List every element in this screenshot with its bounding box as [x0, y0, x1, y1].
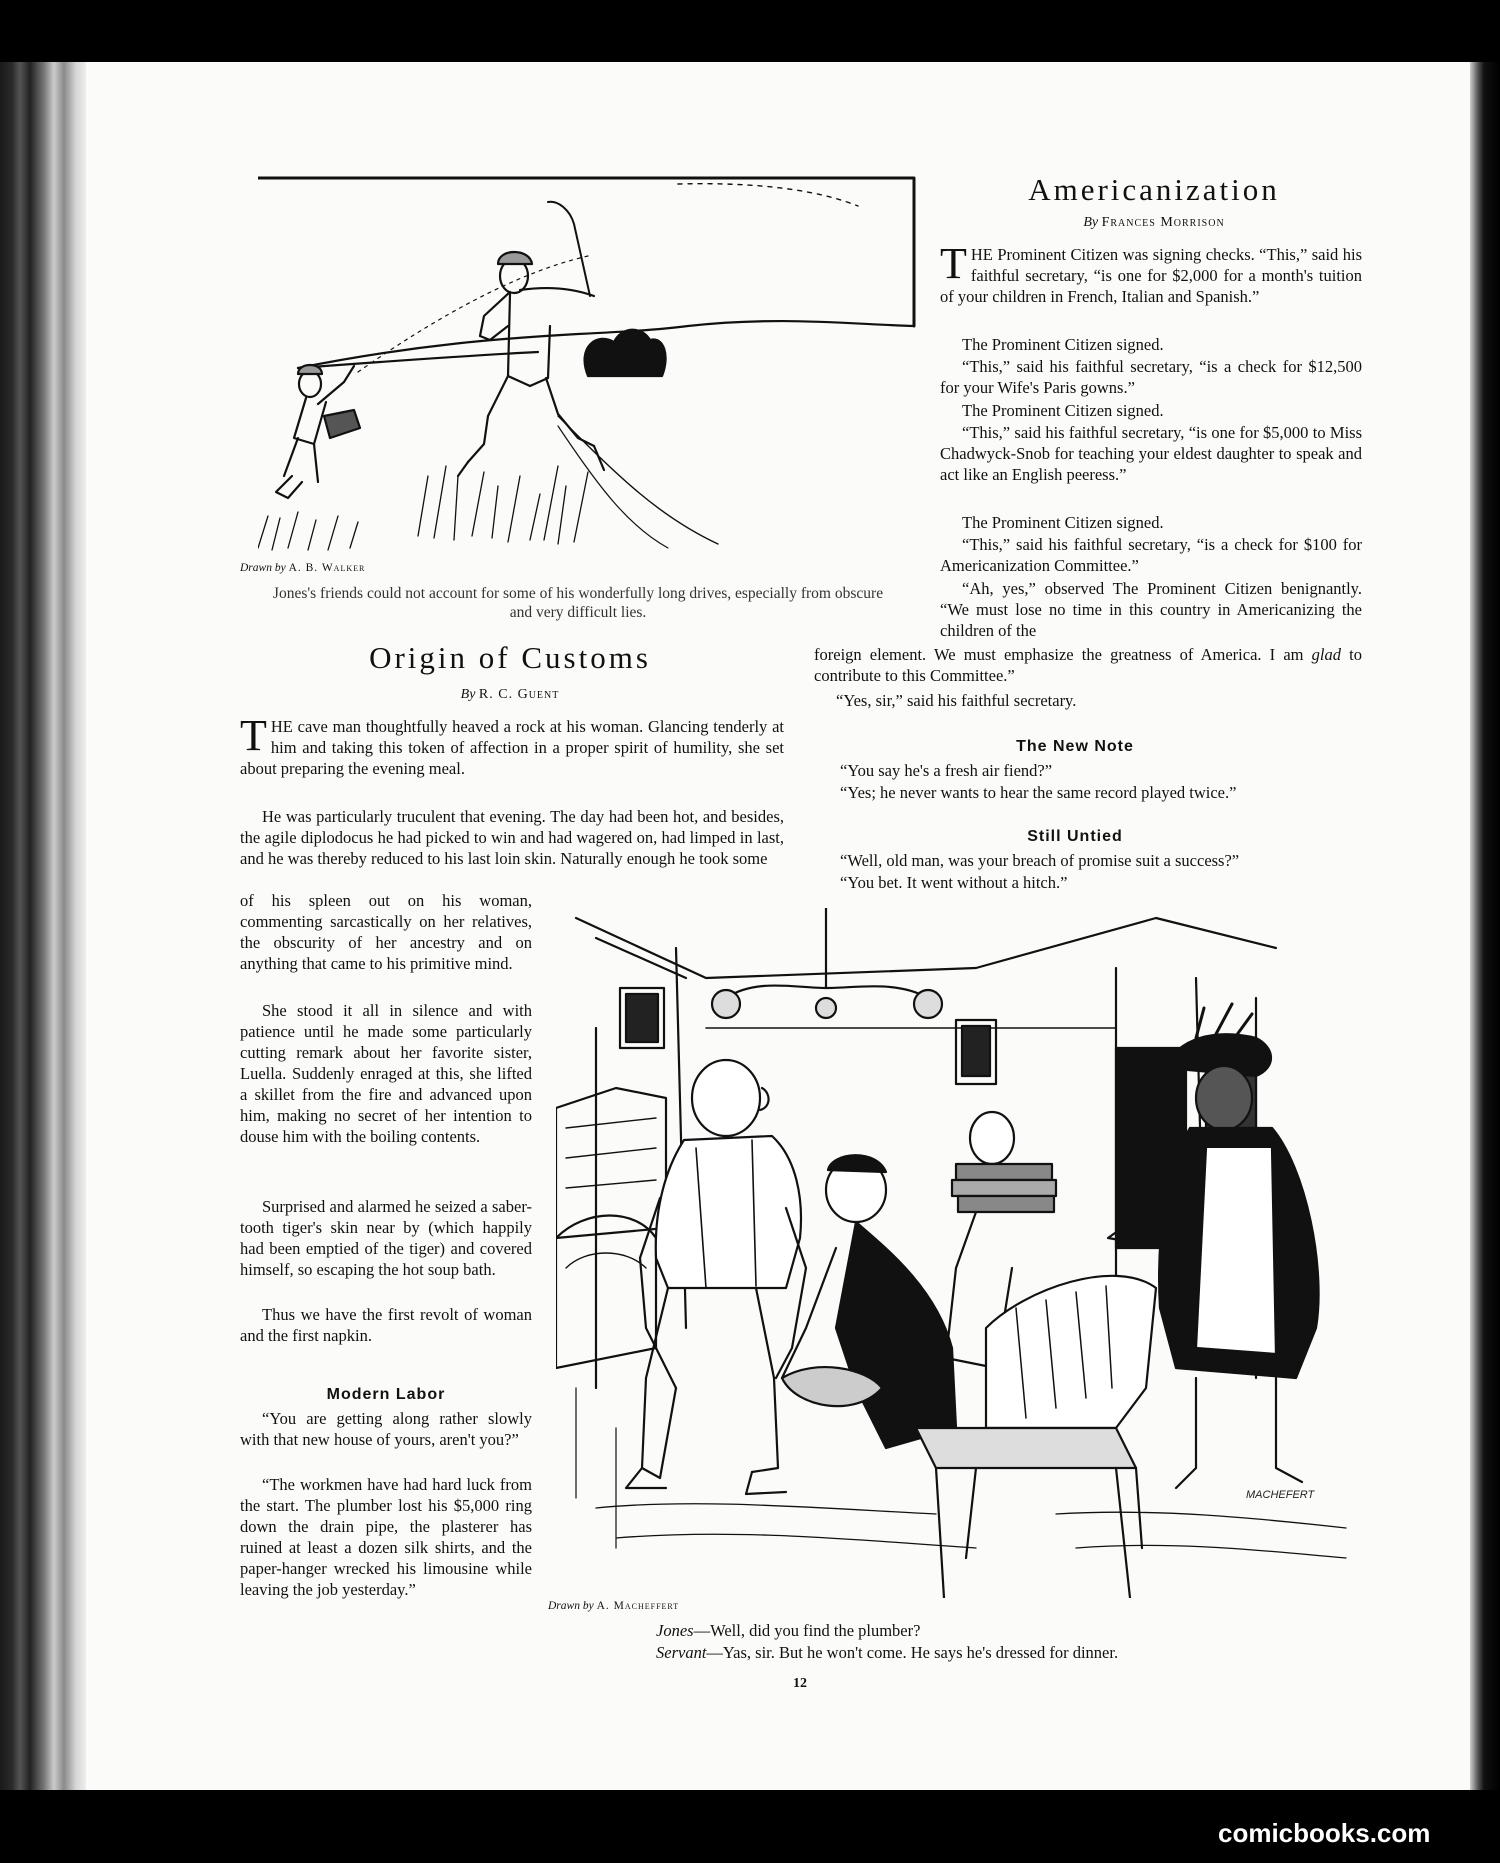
- drop-cap: T: [940, 239, 967, 288]
- new-note-line-2: “Yes; he never wants to hear the same record played twice.”: [840, 783, 1237, 802]
- origin-paragraph-3: She stood it all in silence and with patience until he made some particularly cutting remark about her favorite sister, Luella. Suddenly enraged at this, she lifted a skillet from the fire and advanced upon him, making no secret of her intention to douse him with the boiling contents.: [240, 1001, 532, 1146]
- still-untied-line-2: “You bet. It went without a hitch.”: [840, 873, 1068, 892]
- byline-prefix: By: [460, 687, 476, 702]
- modern-labor-paragraph-2: “The workmen have had hard luck from the start. The plumber lost his $5,000 ring down the drain pipe, the plasterer has ruined at least a dozen silk shirts, and the paper-hanger wrecked his limousine while leaving the job yesterday.”: [240, 1475, 532, 1599]
- still-untied-title: Still Untied: [1027, 828, 1123, 845]
- plumber-cartoon-credit: [548, 1600, 679, 1612]
- paragraph-text: HE cave man thoughtfully heaved a rock at his woman. Glancing tenderly at him and taking this token of affection in a proper spirit of humility, she set about preparing the evening meal.: [240, 717, 784, 778]
- modern-labor-paragraph-1: “You are getting along rather slowly with that new house of yours, aren't you?”: [240, 1409, 532, 1449]
- origin-paragraph-2a: He was particularly truculent that evening. The day had been hot, and besides, the agile diplodocus he had picked to win and had wagered on, had limped in last, and he was thereby reduced to his last loin skin. Naturally enough he took some: [240, 807, 784, 868]
- origin-paragraph-5: Thus we have the first revolt of woman and the first napkin.: [240, 1305, 532, 1345]
- americanization-title: Americanization: [1028, 172, 1280, 207]
- speaker-name: Servant: [656, 1643, 707, 1662]
- new-note-line-1: “You say he's a fresh air fiend?”: [840, 761, 1053, 780]
- new-note-title: The New Note: [1016, 738, 1134, 755]
- golf-cartoon-illustration: [258, 176, 918, 554]
- plumber-caption-line-2: [656, 1642, 1296, 1663]
- golf-cartoon-caption: Jones's friends could not account for some of his wonderfully long drives, especially from obscure and very difficult lies.: [272, 585, 884, 621]
- book-binding-right: [1470, 62, 1500, 1790]
- plumber-caption-line-1: [656, 1620, 1256, 1641]
- speaker-name: Jones: [656, 1621, 694, 1640]
- still-untied-line-1: “Well, old man, was your breach of promise suit a success?”: [840, 851, 1240, 870]
- author-name: Frances Morrison: [1101, 215, 1225, 230]
- americanization-paragraph-7: “This,” said his faithful secretary, “is a check for $100 for Americanization Committee.”: [940, 535, 1362, 575]
- americanization-paragraph-6: The Prominent Citizen signed.: [962, 513, 1164, 532]
- americanization-paragraph-1: [940, 239, 1362, 307]
- paragraph-text: to contribute to this Committee.”: [814, 645, 1362, 685]
- plumber-cartoon-illustration: [556, 908, 1356, 1598]
- americanization-paragraph-8: “Ah, yes,” observed The Prominent Citizen benignantly. “We must lose no time in this country in Americanizing the children of the: [940, 579, 1362, 640]
- origin-byline: [240, 687, 780, 703]
- scan-border-top: [0, 0, 1500, 62]
- americanization-paragraph-4: The Prominent Citizen signed.: [962, 401, 1164, 420]
- watermark: comicbooks.com: [1218, 1818, 1431, 1848]
- artist-name: A. B. Walker: [288, 562, 366, 574]
- modern-labor-title: Modern Labor: [326, 1386, 446, 1403]
- artist-name: A. Macheffert: [596, 1600, 680, 1612]
- americanization-paragraph-2: The Prominent Citizen signed.: [962, 335, 1164, 354]
- drop-cap: T: [240, 711, 267, 760]
- americanization-byline: [938, 215, 1370, 231]
- cartoon-signature: MACHEFERT: [1246, 1489, 1315, 1501]
- paragraph-text: HE Prominent Citizen was signing checks. “This,” said his faithful secretary, “is one for $2,000 for a month's tuition of your children in French, Italian and Spanish.”: [940, 245, 1362, 306]
- americanization-paragraph-5: “This,” said his faithful secretary, “is one for $5,000 to Miss Chadwyck-Snob for teaching your eldest daughter to speak and act like an English peeress.”: [940, 423, 1362, 484]
- credit-prefix: Drawn by: [548, 1600, 594, 1612]
- americanization-paragraph-3: “This,” said his faithful secretary, “is a check for $12,500 for your Wife's Paris gowns.”: [940, 357, 1362, 397]
- origin-paragraph-2b: of his spleen out on his woman, commenting sarcastically on her relatives, the obscurity of her ancestry and on anything that came to his primitive mind.: [240, 891, 532, 973]
- origin-paragraph-1: [240, 711, 784, 779]
- origin-of-customs-title: Origin of Customs: [369, 640, 651, 675]
- book-binding-left: [0, 62, 86, 1790]
- paragraph-text: foreign element. We must emphasize the greatness of America. I am: [814, 645, 1312, 664]
- origin-paragraph-4: Surprised and alarmed he seized a saber-tooth tiger's skin near by (which happily had been emptied of the tiger) and covered himself, so escaping the hot soup bath.: [240, 1197, 532, 1279]
- americanization-paragraph-10: “Yes, sir,” said his faithful secretary.: [836, 691, 1077, 710]
- dialogue-text: —Well, did you find the plumber?: [693, 1621, 921, 1640]
- byline-prefix: By: [1083, 215, 1099, 230]
- author-name: R. C. Guent: [478, 687, 560, 702]
- page-number: 12: [793, 1676, 807, 1691]
- dialogue-text: —Yas, sir. But he won't come. He says he's dressed for dinner.: [706, 1643, 1119, 1662]
- emphasis-text: glad: [1311, 645, 1341, 664]
- golf-cartoon-credit: [240, 562, 365, 574]
- credit-prefix: Drawn by: [240, 562, 286, 574]
- americanization-paragraph-9: [814, 644, 1362, 686]
